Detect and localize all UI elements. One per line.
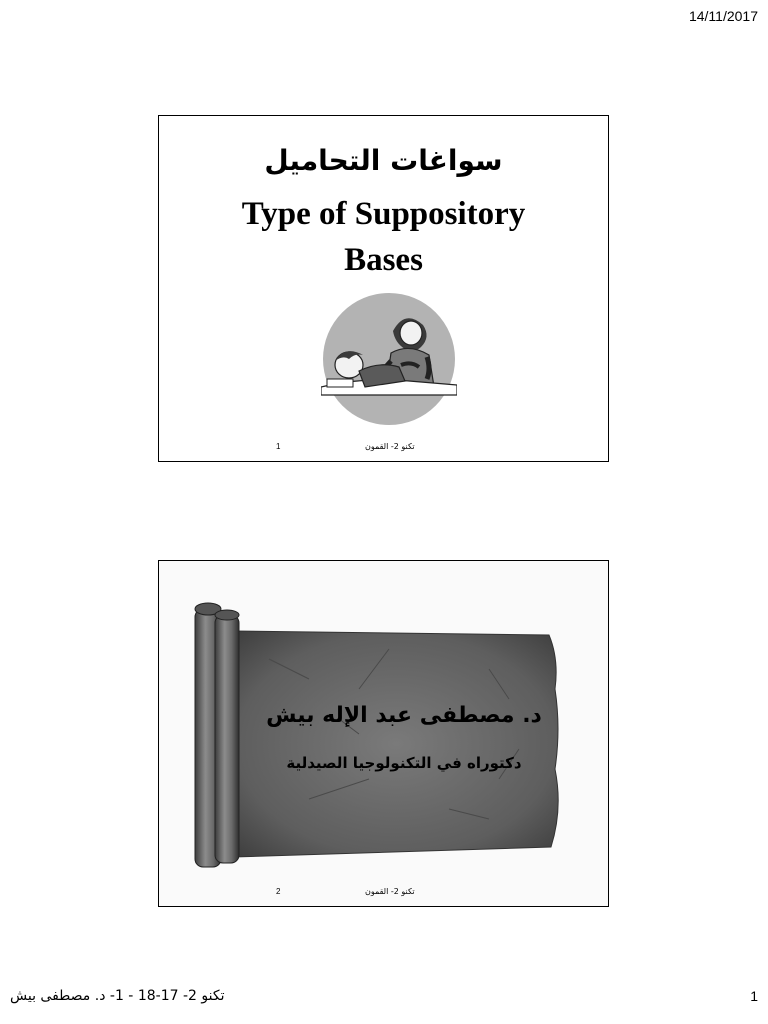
presenter-title: دكتوراه في التكنولوجيا الصيدلية xyxy=(286,754,522,772)
slide-title-arabic: سواغات التحاميل xyxy=(264,144,503,177)
page-footer-text: تكنو 2- 17-18 - 1- د. مصطفى بيش xyxy=(10,988,225,1004)
presenter-name: د. مصطفى عبد الإله بيش xyxy=(266,703,542,728)
slide-thumbnail-2[interactable] xyxy=(158,560,609,907)
page-date: 14/11/2017 xyxy=(688,8,758,24)
parchment-scroll-graphic xyxy=(189,599,574,874)
slide-thumbnail-1[interactable] xyxy=(158,115,609,462)
slide-number: 2 xyxy=(276,887,281,896)
slide-title-english: Type of Suppository Bases xyxy=(241,196,526,278)
slide-footer-text: تكنو 2- القمون xyxy=(365,887,415,896)
slide-footer-text: تكنو 2- القمون xyxy=(365,442,415,451)
page-number: 1 xyxy=(750,988,758,1004)
slide-number: 1 xyxy=(276,442,281,451)
mother-child-illustration xyxy=(321,291,457,427)
